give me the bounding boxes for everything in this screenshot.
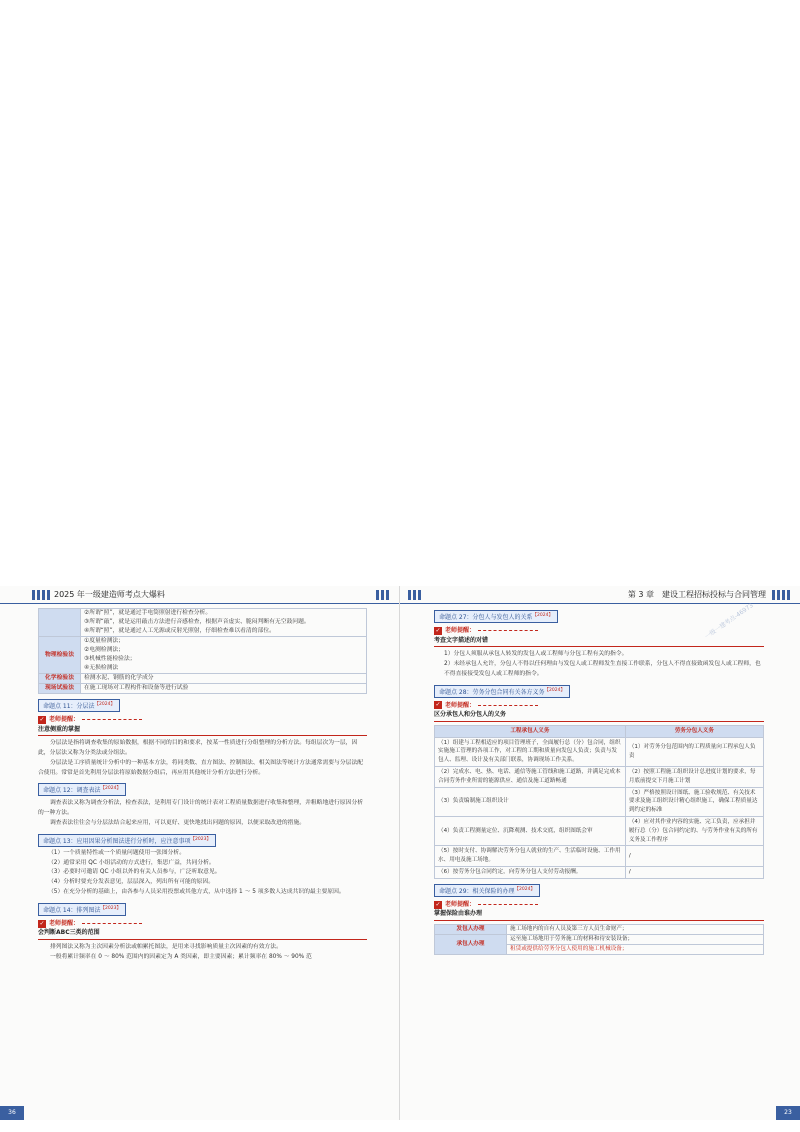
topic-tag [38, 699, 120, 712]
row-label: 化学检验法 [39, 674, 81, 684]
right-content [400, 608, 800, 955]
table-row [39, 684, 367, 694]
topic-years: 【2023】 [190, 836, 211, 842]
topic-years: 【2024】 [514, 886, 535, 892]
topic-tag-label: 命题点 11：分层法 [43, 703, 95, 710]
cell-line: ①度量检测法； [84, 638, 124, 644]
table-row [435, 737, 764, 766]
tip-rule: 区分承包人和分包人的义务 [434, 710, 764, 722]
table-cell: / [625, 866, 763, 878]
topic-tag [434, 884, 540, 897]
paragraph: 调查表法往往会与分层法结合起来应用，可以更好、更快地找出问题的原因，以便采取改进的措施。 [50, 819, 306, 826]
table-cell: / [625, 846, 763, 867]
right-running-header [400, 586, 800, 604]
column-header: 工程承包人义务 [435, 725, 626, 737]
cell-line: 检测水泥、钢筋的化学成分 [84, 675, 154, 681]
cell-line: ②电测检测法； [84, 647, 124, 653]
table-cell: （5）按时支付、协调解决劳务分包人就业的生产、生活临时设施、工作用水、用电及施工场地。 [435, 846, 626, 867]
topic-12 [38, 778, 367, 828]
table-cell [81, 674, 367, 684]
tip-rule: 注意侧重的掌握 [38, 725, 367, 737]
watermark: 一级一建考点-46973 [703, 602, 755, 641]
table-cell [81, 609, 367, 637]
check-icon: ✓ [435, 701, 441, 709]
topic-tag [434, 685, 570, 698]
cell-line: ④所谓“照”，就是通过人工光源或反射光照射，仔细检查难以看清的部位。 [84, 628, 275, 634]
row-label: 物理检验法 [39, 637, 81, 674]
paragraph: 排列图法又称为主次因素分析法或帕累托图法，是用来寻找影响质量主次因素的有效方法。 [50, 943, 282, 950]
page-number: 36 [0, 1106, 24, 1120]
right-page [400, 586, 800, 1120]
topic-28 [434, 680, 764, 879]
insurance-table [434, 924, 764, 955]
page-number: 23 [776, 1106, 800, 1120]
table-cell: （2）完成水、电、热、电话、通信等施工管线和施工道路，并满足完成本合同劳务作业所需的能源供应、通信及施工道路畅通 [435, 766, 626, 787]
cell-line: ③机械性能检验法； [84, 656, 136, 662]
topic-tag [38, 903, 126, 916]
paragraph: 调查表法又称为调查分析法，检查表法，是利用专门设计的统计表对工程质量数据进行收集和整理，并粗略地进行原因分析的一种方法。 [38, 800, 364, 817]
topic-tag-label: 命题点 13：应用因果分析图法进行分析时，应注意事项 [43, 837, 191, 845]
table-row [39, 609, 367, 637]
column-header: 劳务分包人义务 [625, 725, 763, 737]
tip-label: 老师提醒： [49, 919, 80, 927]
row-label: 承包人办理 [435, 934, 507, 954]
inspection-method-table [38, 608, 367, 694]
topic-27 [434, 608, 764, 680]
teacher-tip [434, 900, 764, 910]
header-bars-decoration [28, 590, 54, 600]
table-row [435, 846, 764, 867]
check-icon: ✓ [435, 900, 441, 908]
tip-rule: 考查文字描述的对错 [434, 636, 764, 648]
table-row [39, 637, 367, 674]
left-page [0, 586, 400, 1120]
list-item: 1）分包人须服从承包人转发的发包人或工程师与分包工程有关的指令。 [444, 651, 628, 658]
topic-years: 【2024】 [94, 702, 115, 707]
header-bars-decoration [372, 590, 393, 600]
right-header-title: 第 3 章 建设工程招标投标与合同管理 [627, 590, 766, 599]
teacher-tip [38, 715, 367, 725]
check-icon: ✓ [39, 715, 45, 723]
topic-years: 【2024】 [100, 786, 121, 792]
cell-line: ②所谓“照”，就是通过手电筒照射进行检查分析。 [84, 610, 212, 616]
table-row [435, 866, 764, 878]
tip-rule: 掌握保险由谁办理 [434, 909, 764, 921]
table-cell: （6）按劳务分包合同约定，向劳务分包人支付劳动报酬。 [435, 866, 626, 878]
table-row [435, 924, 764, 934]
table-cell: （3）负责编制施工组织设计 [435, 787, 626, 816]
book-spread [0, 586, 800, 1120]
paragraph: 一般将累计频率在 0 ～ 80% 范围内的因素定为 A 类因素，即主要因素；累计频率在 80% ～ 90% 范 [50, 953, 312, 960]
check-icon: ✓ [435, 626, 441, 634]
tip-label: 老师提醒： [445, 627, 476, 634]
table-cell: （3）严格按照设计图纸、施工验收规范、有关技术要求及施工组织设计精心组织施工，确保工程质量达到约定的标准 [625, 787, 763, 816]
topic-tag-label: 命题点 12：调查表法 [43, 787, 101, 795]
table-cell: （4）负责工程测量定位、沉降观测、技术交底，组织图纸会审 [435, 816, 626, 845]
list-item: （5）在充分分析的基础上，由各参与人员采用投票或其他方式，从中选择 1 ～ 5 项多数人达成共识的最主要原因。 [48, 888, 345, 895]
topic-tag-label: 命题点 14：排列图法 [43, 906, 101, 914]
topic-tag-label: 命题点 28：劳务分包合同有关各方义务 [439, 688, 545, 696]
table-row [435, 934, 764, 944]
table-cell: （1）组建与工程相适应的项目管理班子，全面履行总（分）包合同，组织实施施工管理的各项工作，对工程的工期和质量向发包人负责；负责与发包人、监理、设计及有关部门联系，协调现场工作关系。 [435, 737, 626, 766]
tip-label: 老师提醒： [49, 716, 80, 723]
topic-tag [38, 834, 216, 847]
row-label: 现场试验法 [39, 684, 81, 694]
paragraph: 分层法是指将调查收集的原始数据，根据不同的目的和要求，按某一性质进行分组整理的分析方法。每组层次为一层，因此，分层法又称为分类法或分组法。 [38, 740, 358, 756]
table-cell: （4）应对其作业内容的实施、完工负责，应承担并履行总（分）包合同约定的、与劳务作业有关的所有义务及工作程序 [625, 816, 763, 845]
list-item: （1）一个质量特性或一个质量问题使用一张图分析。 [48, 849, 186, 856]
topic-tag-label: 命题点 27：分包人与发包人的关系 [439, 614, 533, 621]
paragraph: 分层法是工序质量统计分析中的一种基本方法，将同类数、直方图法、控制图法、相关图法等统计方法通常需要与分层法配合使用。常常是首先利用分层法将原始数据分组后，再应用其他统计分析方法进行分析。 [38, 759, 364, 776]
topic-tag [434, 610, 558, 623]
topic-years: 【2024】 [544, 687, 565, 693]
topic-years: 【2024】 [532, 613, 553, 618]
check-icon: ✓ [39, 919, 45, 927]
table-cell [81, 637, 367, 674]
cell-line: ③所谓“敲”，就是运用敲击方法进行音感检查，根据声音虚实、脆闷判断有无空鼓问题。 [84, 619, 310, 625]
topic-years: 【2023】 [100, 905, 121, 911]
cell-line: ④无损检测法 [84, 665, 119, 671]
topic-29 [434, 879, 764, 955]
list-item: （3）必要时可邀请 QC 小组以外的有关人员参与，广泛听取意见。 [48, 869, 221, 876]
topic-tag [38, 783, 126, 796]
table-cell: 运至施工场地用于劳务施工的材料和待安装设备； [507, 934, 764, 944]
table-header-row [435, 725, 764, 737]
teacher-tip [434, 701, 764, 711]
table-cell: （2）按照工程施工组织设计总进度计划的要求，每月底前提交下月施工计划 [625, 766, 763, 787]
table-row [435, 816, 764, 845]
header-bars-decoration [404, 590, 425, 600]
teacher-tip [38, 919, 367, 929]
list-item: （2）通常采用 QC 小组活动的方式进行，集思广益，共同分析。 [48, 859, 215, 866]
left-running-header [0, 586, 399, 604]
table-cell [81, 684, 367, 694]
topic-14 [38, 898, 367, 963]
table-cell: 施工场地内的自有人员及第三方人员生命财产； [507, 924, 764, 934]
topic-tag-label: 命题点 29：相关保险的办理 [439, 887, 515, 895]
table-row [39, 674, 367, 684]
header-bars-decoration [768, 590, 794, 600]
left-header-title: 2025 年一级建造师考点大爆料 [54, 590, 165, 599]
tip-label: 老师提醒： [445, 900, 476, 908]
tip-rule: 会判断ABC三类的范围 [38, 928, 367, 940]
table-row [435, 787, 764, 816]
tip-label: 老师提醒： [445, 701, 476, 709]
list-item: （4）分析时要充分发表意见，层层深入，列出所有可能的原因。 [48, 879, 215, 886]
cell-line: 在施工现场对工程构件和设备等进行试验 [84, 685, 189, 691]
table-cell: 租赁或提供给劳务分包人使用的施工机械设备； [507, 944, 764, 954]
topic-13 [38, 829, 367, 898]
obligations-table [434, 725, 764, 879]
left-content [0, 608, 399, 963]
row-label [39, 609, 81, 637]
topic-11 [38, 694, 367, 778]
row-label: 发包人办理 [435, 924, 507, 934]
table-row [435, 766, 764, 787]
list-item: 2）未经承包人允许，分包人不得以任何理由与发包人或工程师发生直接工作联系，分包人不得直接致函发包人或工程师，也不得直接接受发包人或工程师的指令。 [444, 660, 761, 677]
table-cell: （1）对劳务分包范围内的工程质量向工程承包人负责 [625, 737, 763, 766]
